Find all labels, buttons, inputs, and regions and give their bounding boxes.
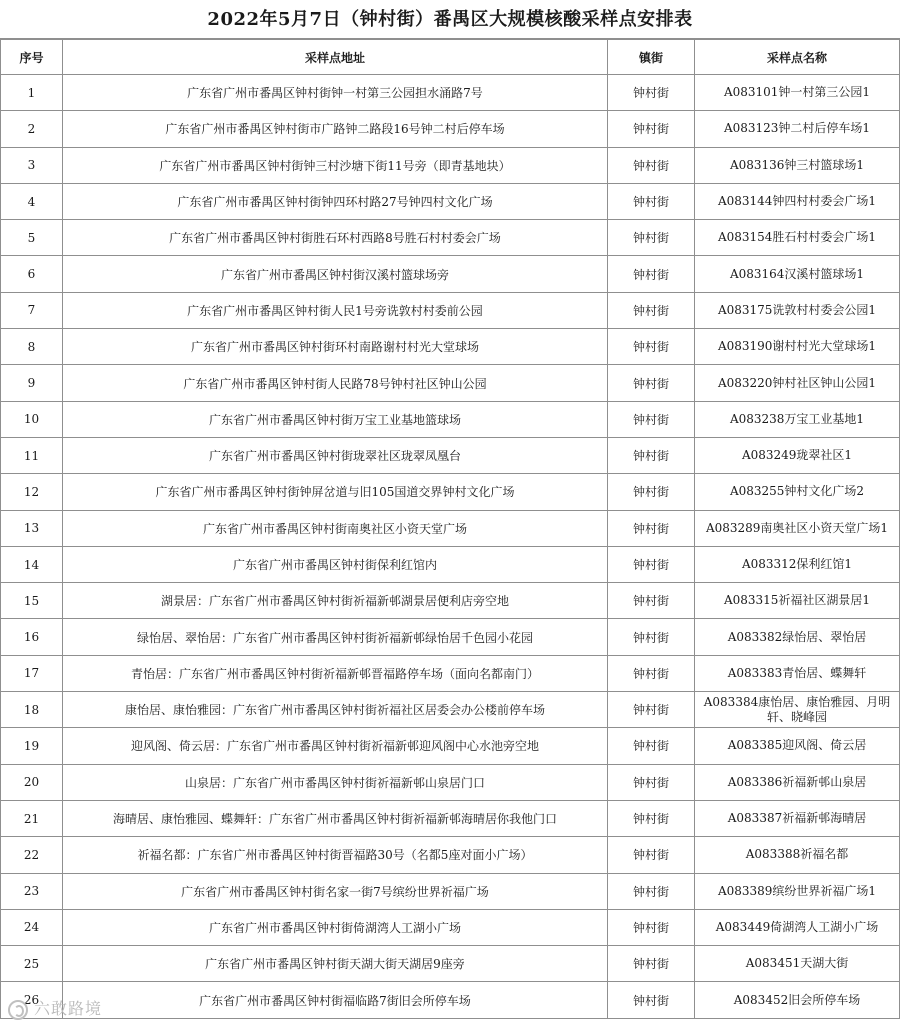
cell-address: 广东省广州市番禺区钟村街汉溪村篮球场旁 (63, 256, 608, 292)
header-row (1, 40, 900, 75)
cell-no: 4 (1, 183, 63, 219)
table-row (1, 183, 900, 219)
cell-site-name: A083315祈福社区湖景居1 (695, 583, 900, 619)
cell-site-name: A083312保利红馆1 (695, 546, 900, 582)
cell-site-name: A083190谢村村光大堂球场1 (695, 329, 900, 365)
cell-no: 23 (1, 873, 63, 909)
cell-town: 钟村街 (608, 147, 695, 183)
table-row (1, 583, 900, 619)
watermark-text: 六敢路境 (34, 999, 103, 1018)
col-header-address: 采样点地址 (63, 40, 608, 75)
table-row (1, 75, 900, 111)
table-row (1, 909, 900, 945)
cell-address: 广东省广州市番禺区钟村街福临路7街旧会所停车场 (63, 982, 608, 1018)
cell-no: 2 (1, 111, 63, 147)
table-row (1, 692, 900, 728)
cell-address: 广东省广州市番禺区钟村街钟一村第三公园担水涌路7号 (63, 75, 608, 111)
table-row (1, 728, 900, 764)
cell-site-name: A083144钟四村村委会广场1 (695, 183, 900, 219)
cell-address: 广东省广州市番禺区钟村街钟屏岔道与旧105国道交界钟村文化广场 (63, 474, 608, 510)
cell-address: 海晴居、康怡雅园、蝶舞轩：广东省广州市番禺区钟村街祈福新邨海晴居你我他门口 (63, 800, 608, 836)
cell-address: 广东省广州市番禺区钟村街人民路78号钟村社区钟山公园 (63, 365, 608, 401)
table-row (1, 982, 900, 1018)
cell-town: 钟村街 (608, 183, 695, 219)
cell-no: 22 (1, 837, 63, 873)
cell-address: 广东省广州市番禺区钟村街人民1号旁诜敦村村委前公园 (63, 292, 608, 328)
table-row (1, 111, 900, 147)
cell-address: 广东省广州市番禺区钟村街名家一街7号缤纷世界祈福广场 (63, 873, 608, 909)
cell-site-name: A083249珑翠社区1 (695, 437, 900, 473)
cell-site-name: A083289南奥社区小资天堂广场1 (695, 510, 900, 546)
col-header-site-name: 采样点名称 (695, 40, 900, 75)
cell-no: 10 (1, 401, 63, 437)
cell-no: 20 (1, 764, 63, 800)
cell-address: 湖景居：广东省广州市番禺区钟村街祈福新邨湖景居便利店旁空地 (63, 583, 608, 619)
cell-no: 25 (1, 946, 63, 982)
sampling-table (0, 39, 900, 1019)
cell-no: 13 (1, 510, 63, 546)
cell-site-name: A083154胜石村村委会广场1 (695, 220, 900, 256)
cell-town: 钟村街 (608, 946, 695, 982)
cell-town: 钟村街 (608, 655, 695, 691)
cell-town: 钟村街 (608, 837, 695, 873)
table-row (1, 510, 900, 546)
col-header-no: 序号 (1, 40, 63, 75)
table-row (1, 437, 900, 473)
cell-address: 广东省广州市番禺区钟村街保利红馆内 (63, 546, 608, 582)
table-row (1, 147, 900, 183)
cell-no: 3 (1, 147, 63, 183)
cell-address: 广东省广州市番禺区钟村街钟四环村路27号钟四村文化广场 (63, 183, 608, 219)
cell-site-name: A083449倚湖湾人工湖小广场 (695, 909, 900, 945)
cell-site-name: A083385迎风阁、倚云居 (695, 728, 900, 764)
cell-town: 钟村街 (608, 474, 695, 510)
cell-site-name: A083451天湖大街 (695, 946, 900, 982)
cell-address: 广东省广州市番禺区钟村街胜石环村西路8号胜石村村委会广场 (63, 220, 608, 256)
cell-town: 钟村街 (608, 800, 695, 836)
table-row (1, 474, 900, 510)
cell-town: 钟村街 (608, 692, 695, 728)
cell-town: 钟村街 (608, 256, 695, 292)
cell-address: 广东省广州市番禺区钟村街南奥社区小资天堂广场 (63, 510, 608, 546)
cell-town: 钟村街 (608, 437, 695, 473)
cell-town: 钟村街 (608, 728, 695, 764)
cell-no: 6 (1, 256, 63, 292)
cell-town: 钟村街 (608, 982, 695, 1018)
table-row (1, 619, 900, 655)
cell-address: 广东省广州市番禺区钟村街珑翠社区珑翠凤凰台 (63, 437, 608, 473)
cell-address: 祈福名都：广东省广州市番禺区钟村街晋福路30号（名都5座对面小广场） (63, 837, 608, 873)
cell-town: 钟村街 (608, 401, 695, 437)
table-row (1, 329, 900, 365)
cell-town: 钟村街 (608, 619, 695, 655)
cell-no: 5 (1, 220, 63, 256)
cell-town: 钟村街 (608, 764, 695, 800)
cell-address: 绿怡居、翠怡居：广东省广州市番禺区钟村街祈福新邨绿怡居千色园小花园 (63, 619, 608, 655)
table-row (1, 401, 900, 437)
table-row (1, 655, 900, 691)
cell-site-name: A083386祈福新邨山泉居 (695, 764, 900, 800)
cell-no: 17 (1, 655, 63, 691)
cell-no: 15 (1, 583, 63, 619)
cell-town: 钟村街 (608, 583, 695, 619)
table-row (1, 365, 900, 401)
cell-address: 广东省广州市番禺区钟村街天湖大街天湖居9座旁 (63, 946, 608, 982)
watermark-logo-icon (8, 1000, 28, 1020)
cell-site-name: A083383青怡居、蝶舞轩 (695, 655, 900, 691)
cell-site-name: A083389缤纷世界祈福广场1 (695, 873, 900, 909)
cell-site-name: A083452旧会所停车场 (695, 982, 900, 1018)
cell-no: 21 (1, 800, 63, 836)
cell-town: 钟村街 (608, 111, 695, 147)
cell-address: 广东省广州市番禺区钟村街钟三村沙塘下街11号旁（即青基地块） (63, 147, 608, 183)
cell-town: 钟村街 (608, 546, 695, 582)
table-title: 2022年5月7日（钟村街）番禺区大规模核酸采样点安排表 (0, 0, 900, 39)
cell-site-name: A083175诜敦村村委会公园1 (695, 292, 900, 328)
cell-no: 18 (1, 692, 63, 728)
cell-no: 19 (1, 728, 63, 764)
cell-address: 广东省广州市番禺区钟村街倚湖湾人工湖小广场 (63, 909, 608, 945)
cell-no: 14 (1, 546, 63, 582)
cell-address: 青怡居：广东省广州市番禺区钟村街祈福新邨晋福路停车场（面向名都南门） (63, 655, 608, 691)
cell-site-name: A083388祈福名都 (695, 837, 900, 873)
cell-no: 26 (1, 982, 63, 1018)
watermark (8, 996, 102, 1020)
cell-no: 8 (1, 329, 63, 365)
cell-address: 迎风阁、倚云居：广东省广州市番禺区钟村街祈福新邨迎风阁中心水池旁空地 (63, 728, 608, 764)
cell-site-name: A083136钟三村篮球场1 (695, 147, 900, 183)
table-row (1, 873, 900, 909)
cell-address: 广东省广州市番禺区钟村街环村南路谢村村光大堂球场 (63, 329, 608, 365)
cell-site-name: A083220钟村社区钟山公园1 (695, 365, 900, 401)
cell-town: 钟村街 (608, 220, 695, 256)
table-row (1, 946, 900, 982)
cell-address: 广东省广州市番禺区钟村街万宝工业基地篮球场 (63, 401, 608, 437)
cell-no: 7 (1, 292, 63, 328)
cell-address: 山泉居：广东省广州市番禺区钟村街祈福新邨山泉居门口 (63, 764, 608, 800)
table-row (1, 292, 900, 328)
cell-no: 9 (1, 365, 63, 401)
cell-town: 钟村街 (608, 329, 695, 365)
cell-address: 广东省广州市番禺区钟村街市广路钟二路段16号钟二村后停车场 (63, 111, 608, 147)
table-row (1, 220, 900, 256)
cell-town: 钟村街 (608, 909, 695, 945)
cell-site-name: A083382绿怡居、翠怡居 (695, 619, 900, 655)
cell-address: 康怡居、康怡雅园：广东省广州市番禺区钟村街祈福社区居委会办公楼前停车场 (63, 692, 608, 728)
cell-no: 24 (1, 909, 63, 945)
table-row (1, 764, 900, 800)
cell-site-name: A083255钟村文化广场2 (695, 474, 900, 510)
table-row (1, 256, 900, 292)
table-row (1, 546, 900, 582)
cell-no: 16 (1, 619, 63, 655)
cell-town: 钟村街 (608, 510, 695, 546)
cell-no: 12 (1, 474, 63, 510)
cell-site-name: A083384康怡居、康怡雅园、月明轩、晓峰园 (695, 692, 900, 728)
table-row (1, 837, 900, 873)
cell-site-name: A083123钟二村后停车场1 (695, 111, 900, 147)
cell-no: 1 (1, 75, 63, 111)
table-row (1, 800, 900, 836)
col-header-town: 镇街 (608, 40, 695, 75)
cell-town: 钟村街 (608, 292, 695, 328)
cell-town: 钟村街 (608, 365, 695, 401)
cell-town: 钟村街 (608, 75, 695, 111)
cell-no: 11 (1, 437, 63, 473)
cell-site-name: A083101钟一村第三公园1 (695, 75, 900, 111)
cell-site-name: A083387祈福新邨海晴居 (695, 800, 900, 836)
cell-site-name: A083164汉溪村篮球场1 (695, 256, 900, 292)
cell-site-name: A083238万宝工业基地1 (695, 401, 900, 437)
cell-town: 钟村街 (608, 873, 695, 909)
